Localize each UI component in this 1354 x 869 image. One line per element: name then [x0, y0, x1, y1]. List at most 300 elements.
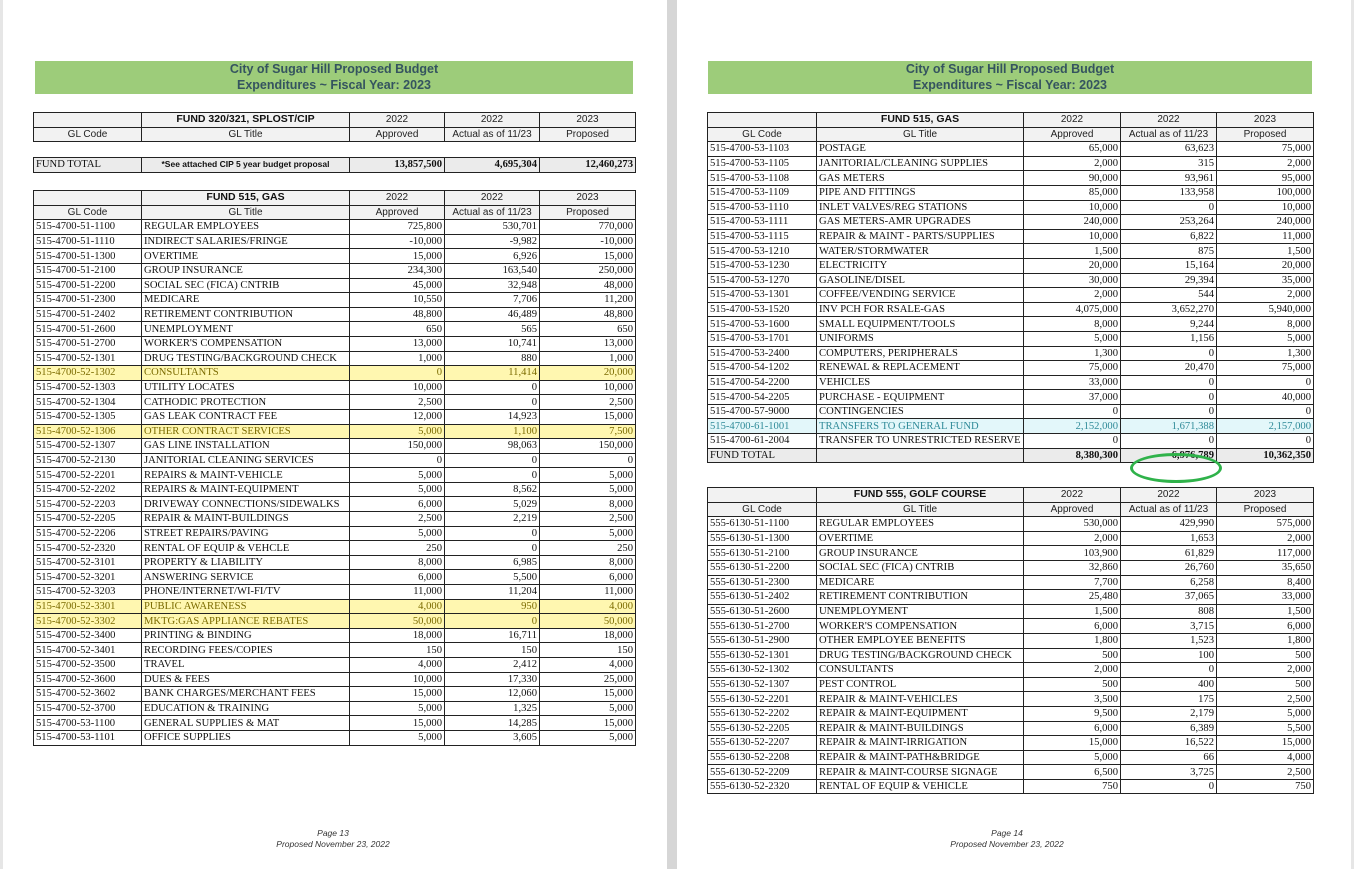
page-footer — [907, 828, 1107, 850]
title-line-2: Expenditures ~ Fiscal Year: 2023 — [237, 78, 431, 92]
actual-cell: 7,706 — [445, 293, 540, 308]
gl-title-cell: DRIVEWAY CONNECTIONS/SIDEWALKS — [142, 497, 350, 512]
table-row — [708, 215, 1314, 230]
gl-title-cell: TRANSFERS TO GENERAL FUND — [817, 419, 1024, 434]
gl-title-header: GL Title — [817, 502, 1024, 517]
approved-cell: 7,700 — [1024, 575, 1121, 590]
proposed-cell: 1,800 — [1217, 633, 1314, 648]
actual-cell: 0 — [445, 453, 540, 468]
table-row — [34, 220, 636, 235]
table-row — [34, 585, 636, 600]
gl-title-cell: PIPE AND FITTINGS — [817, 185, 1024, 200]
table-row — [34, 628, 636, 643]
table-row — [708, 677, 1314, 692]
page-gap — [667, 0, 677, 869]
approved-cell: 0 — [350, 366, 445, 381]
gl-title-cell: MKTG:GAS APPLIANCE REBATES — [142, 614, 350, 629]
gl-title-cell: WORKER'S COMPENSATION — [817, 619, 1024, 634]
table-row — [34, 439, 636, 454]
gl-code-cell: 515-4700-52-3302 — [34, 614, 142, 629]
proposed-cell: 1,500 — [1217, 604, 1314, 619]
gl-code-cell: 555-6130-51-2300 — [708, 575, 817, 590]
approved-cell: 65,000 — [1024, 142, 1121, 157]
actual-cell: 93,961 — [1121, 171, 1217, 186]
gl-title-cell: RENTAL OF EQUIP & VEHICLE — [817, 779, 1024, 794]
gl-code-header: GL Code — [34, 205, 142, 220]
proposed-cell: 0 — [1217, 375, 1314, 390]
actual-cell: 175 — [1121, 692, 1217, 707]
table-row — [708, 546, 1314, 561]
approved-cell: 2,000 — [1024, 663, 1121, 678]
actual-cell: 98,063 — [445, 439, 540, 454]
proposed-cell: 8,000 — [540, 555, 636, 570]
gl-title-cell: GAS METERS — [817, 171, 1024, 186]
actual-cell: 1,671,388 — [1121, 419, 1217, 434]
gl-code-cell: 515-4700-51-2300 — [34, 293, 142, 308]
actual-cell: 0 — [445, 614, 540, 629]
table-row — [708, 692, 1314, 707]
gl-code-cell: 515-4700-53-1110 — [708, 200, 817, 215]
table-row — [34, 307, 636, 322]
table-row — [708, 531, 1314, 546]
proposed-cell: 15,000 — [540, 687, 636, 702]
proposed-cell: 5,000 — [1217, 331, 1314, 346]
actual-cell: 133,958 — [1121, 185, 1217, 200]
proposed-cell: 20,000 — [1217, 258, 1314, 273]
gl-title-cell: JANITORIAL CLEANING SERVICES — [142, 453, 350, 468]
approved-cell: 4,075,000 — [1024, 302, 1121, 317]
actual-cell: 2,219 — [445, 512, 540, 527]
proposed-cell: 18,000 — [540, 628, 636, 643]
approved-cell: 10,000 — [350, 380, 445, 395]
actual-cell: 3,652,270 — [1121, 302, 1217, 317]
approved-cell: 0 — [350, 453, 445, 468]
table-row — [34, 687, 636, 702]
fund-total-label: FUND TOTAL — [34, 158, 142, 173]
gl-title-cell: SOCIAL SEC (FICA) CNTRIB — [142, 278, 350, 293]
gl-code-cell: 555-6130-51-2900 — [708, 633, 817, 648]
table-row — [34, 424, 636, 439]
gl-title-cell: UTILITY LOCATES — [142, 380, 350, 395]
actual-cell: 6,985 — [445, 555, 540, 570]
gl-title-cell: ANSWERING SERVICE — [142, 570, 350, 585]
gl-title-cell: PUBLIC AWARENESS — [142, 599, 350, 614]
gl-title-cell: DRUG TESTING/BACKGROUND CHECK — [817, 648, 1024, 663]
gl-code-cell: 515-4700-57-9000 — [708, 404, 817, 419]
proposed-cell: 40,000 — [1217, 390, 1314, 405]
actual-cell: 315 — [1121, 156, 1217, 171]
approved-cell: 37,000 — [1024, 390, 1121, 405]
actual-cell: 1,653 — [1121, 531, 1217, 546]
table-row — [708, 663, 1314, 678]
approved-cell: 11,000 — [350, 585, 445, 600]
table-row — [34, 293, 636, 308]
proposed-cell: 25,000 — [540, 672, 636, 687]
approved-cell: 2,000 — [1024, 156, 1121, 171]
actual-cell: 29,394 — [1121, 273, 1217, 288]
gl-code-cell: 555-6130-51-2600 — [708, 604, 817, 619]
fund-total-note: *See attached CIP 5 year budget proposal — [142, 158, 350, 173]
gl-title-cell: GROUP INSURANCE — [817, 546, 1024, 561]
actual-cell: 0 — [1121, 404, 1217, 419]
approved-cell: 10,550 — [350, 293, 445, 308]
proposed-cell: 95,000 — [1217, 171, 1314, 186]
approved-cell: 6,000 — [350, 497, 445, 512]
actual-cell: 5,500 — [445, 570, 540, 585]
total-actual-circle-annotation — [1130, 453, 1222, 483]
approved-cell: 2,000 — [1024, 288, 1121, 303]
approved-cell: 1,500 — [1024, 244, 1121, 259]
gl-code-cell: 555-6130-52-1302 — [708, 663, 817, 678]
proposed-cell: 15,000 — [540, 716, 636, 731]
fund-total-actual: 4,695,304 — [445, 158, 540, 173]
gl-title-cell: RETIREMENT CONTRIBUTION — [817, 590, 1024, 605]
gl-title-cell: EDUCATION & TRAINING — [142, 701, 350, 716]
approved-cell: 5,000 — [1024, 750, 1121, 765]
gl-title-cell: OVERTIME — [142, 249, 350, 264]
actual-cell: 100 — [1121, 648, 1217, 663]
actual-cell: 2,179 — [1121, 706, 1217, 721]
proposed-cell: 8,000 — [1217, 317, 1314, 332]
actual-cell: 400 — [1121, 677, 1217, 692]
table-row — [34, 409, 636, 424]
actual-cell: 6,926 — [445, 249, 540, 264]
gl-title-cell: REPAIR & MAINT-IRRIGATION — [817, 736, 1024, 751]
table-row — [708, 434, 1314, 449]
gl-title-cell: INLET VALVES/REG STATIONS — [817, 200, 1024, 215]
gl-code-cell: 515-4700-52-3201 — [34, 570, 142, 585]
actual-cell: 880 — [445, 351, 540, 366]
gl-code-cell: 515-4700-52-3400 — [34, 628, 142, 643]
proposed-cell: 150 — [540, 643, 636, 658]
approved-cell: 5,000 — [350, 468, 445, 483]
gl-title-header: GL Title — [142, 205, 350, 220]
approved-cell: 5,000 — [350, 526, 445, 541]
gl-code-cell: 515-4700-53-1115 — [708, 229, 817, 244]
proposed-cell: 6,000 — [1217, 619, 1314, 634]
gl-code-cell: 555-6130-52-2207 — [708, 736, 817, 751]
gl-code-cell: 515-4700-61-2004 — [708, 434, 817, 449]
approved-cell: 18,000 — [350, 628, 445, 643]
table-row — [34, 380, 636, 395]
table-row — [34, 366, 636, 381]
table-row — [708, 185, 1314, 200]
gl-title-cell: WORKER'S COMPENSATION — [142, 336, 350, 351]
actual-cell: 0 — [445, 541, 540, 556]
proposed-cell: 15,000 — [1217, 736, 1314, 751]
actual-cell: 10,741 — [445, 336, 540, 351]
fund-515-table-page-14: FUND 515, GAS 2022 2022 2023 GL Code GL Title Approved Actual as of 11/23 Proposed 515-4700-53-1103 POSTAGE 65,000 63,623 75,000 515-4700-53-1105 JANITORIAL/CLEANING SUPPLIES 2,000 315 2,000 515-4700-53-1108 GAS METERS 90,000 93,961 95,000 515-4700-53-1109 PIPE AND FITTINGS 85,000 133,958 100,000 515-4700-53-1110 INLET VALVES/REG STATIONS 10,000 0 10,000 515-4700-53-1111 GAS METERS-AMR UPGRADES 240,000 253,264 240,000 515-4700-53-1115 REPAIR & MAINT - PARTS/SUPPLIES 10,000 6,822 11,000 515-4700-53-1210 WATER/STORMWATER 1,500 875 1,500 515-4700-53-1230 ELECTRICITY 20,000 15,164 20,000 515-4700-53-1270 GASOLINE/DISEL 30,000 29,394 35,000 515-4700-53-1301 COFFEE/VENDING SERVICE 2,000 544 2,000 515-4700-53-1520 INV PCH FOR RSALE-GAS 4,075,000 3,652,270 5,940,000 515-4700-53-1600 SMALL EQUIPMENT/TOOLS 8,000 9,244 8,000 515-4700-53-1701 UNIFORMS 5,000 1,156 5,000 515-4700-53-2400 COMPUTERS, PERIPHERALS 1,300 0 1,300 515-4700-54-1202 RENEWAL & REPLACEMENT 75,000 20,470 75,000 515-4700-54-2200 VEHICLES 33,000 0 0 515-4700-54-2205 PURCHASE - EQUIPMENT 37,000 0 40,000 515-4700-57-9000 CONTINGENCIES 0 0 0 515-4700-61-1001 TRANSFERS TO GENERAL FUND 2,152,000 1,671,388 2,157,000 515-4700-61-2004 TRANSFER TO UNRESTRICTED RESERVE 0 0 0 FUND TOTAL 8,380,300 6,976,789 10,362,350 — [707, 112, 1314, 463]
table-row — [708, 736, 1314, 751]
proposed-cell: 5,000 — [540, 468, 636, 483]
approved-cell: 4,000 — [350, 658, 445, 673]
approved-cell: 45,000 — [350, 278, 445, 293]
actual-cell: 11,204 — [445, 585, 540, 600]
table-row — [708, 288, 1314, 303]
gl-title-header: GL Title — [817, 127, 1024, 142]
table-row — [708, 575, 1314, 590]
gl-code-cell: 515-4700-53-1600 — [708, 317, 817, 332]
gl-code-cell: 515-4700-53-1520 — [708, 302, 817, 317]
gl-title-cell: PHONE/INTERNET/WI-FI/TV — [142, 585, 350, 600]
actual-cell: -9,982 — [445, 234, 540, 249]
table-row — [708, 156, 1314, 171]
gl-code-cell: 555-6130-51-2700 — [708, 619, 817, 634]
gl-title-cell: REPAIR & MAINT - PARTS/SUPPLIES — [817, 229, 1024, 244]
table-row — [34, 263, 636, 278]
proposed-date: Proposed November 23, 2022 — [276, 839, 390, 849]
gl-code-cell: 555-6130-52-2320 — [708, 779, 817, 794]
table-row — [708, 229, 1314, 244]
table-row — [34, 497, 636, 512]
gl-code-cell: 515-4700-53-1105 — [708, 156, 817, 171]
actual-cell: 0 — [1121, 346, 1217, 361]
approved-cell: 103,900 — [1024, 546, 1121, 561]
gl-code-cell: 515-4700-53-1701 — [708, 331, 817, 346]
proposed-cell: 2,157,000 — [1217, 419, 1314, 434]
table-row — [34, 716, 636, 731]
gl-title-cell: POSTAGE — [817, 142, 1024, 157]
gl-code-cell: 515-4700-52-1305 — [34, 409, 142, 424]
gl-title-cell: REGULAR EMPLOYEES — [142, 220, 350, 235]
approved-cell: 2,500 — [350, 512, 445, 527]
gl-code-cell: 555-6130-52-2205 — [708, 721, 817, 736]
proposed-cell: 13,000 — [540, 336, 636, 351]
approved-cell: 650 — [350, 322, 445, 337]
table-row — [34, 336, 636, 351]
proposed-cell: 5,000 — [540, 526, 636, 541]
approved-cell: 8,000 — [350, 555, 445, 570]
gl-title-cell: INV PCH FOR RSALE-GAS — [817, 302, 1024, 317]
gl-code-cell: 555-6130-51-1300 — [708, 531, 817, 546]
gl-title-cell: PRINTING & BINDING — [142, 628, 350, 643]
table-row — [34, 234, 636, 249]
gl-title-cell: OTHER EMPLOYEE BENEFITS — [817, 633, 1024, 648]
approved-cell: 48,800 — [350, 307, 445, 322]
gl-title-cell: COFFEE/VENDING SERVICE — [817, 288, 1024, 303]
approved-cell: 25,480 — [1024, 590, 1121, 605]
gl-code-cell: 515-4700-54-2200 — [708, 375, 817, 390]
table-row — [34, 322, 636, 337]
fund-total-approved: 8,380,300 — [1024, 448, 1121, 463]
gl-code-cell: 515-4700-51-2200 — [34, 278, 142, 293]
table-row — [34, 658, 636, 673]
actual-cell: 61,829 — [1121, 546, 1217, 561]
actual-cell: 14,923 — [445, 409, 540, 424]
actual-cell: 63,623 — [1121, 142, 1217, 157]
approved-cell: 234,300 — [350, 263, 445, 278]
proposed-cell: 48,800 — [540, 307, 636, 322]
proposed-cell: 4,000 — [1217, 750, 1314, 765]
actual-cell: 1,523 — [1121, 633, 1217, 648]
gl-code-cell: 515-4700-52-3600 — [34, 672, 142, 687]
proposed-cell: 8,400 — [1217, 575, 1314, 590]
gl-code-cell: 515-4700-52-1302 — [34, 366, 142, 381]
page-number: Page 14 — [991, 828, 1023, 838]
gl-title-cell: REPAIR & MAINT-COURSE SIGNAGE — [817, 765, 1024, 780]
proposed-cell: 33,000 — [1217, 590, 1314, 605]
approved-cell: 530,000 — [1024, 517, 1121, 532]
table-row — [708, 171, 1314, 186]
approved-cell: 725,800 — [350, 220, 445, 235]
table-row — [34, 701, 636, 716]
proposed-cell: 2,000 — [1217, 156, 1314, 171]
gl-title-cell: UNEMPLOYMENT — [817, 604, 1024, 619]
table-row — [708, 779, 1314, 794]
actual-cell: 565 — [445, 322, 540, 337]
gl-title-cell: STREET REPAIRS/PAVING — [142, 526, 350, 541]
proposed-cell: 575,000 — [1217, 517, 1314, 532]
actual-cell: 6,822 — [1121, 229, 1217, 244]
table-row — [34, 614, 636, 629]
title-line-1: City of Sugar Hill Proposed Budget — [905, 62, 1115, 76]
proposed-cell: 2,500 — [1217, 765, 1314, 780]
proposed-cell: 100,000 — [1217, 185, 1314, 200]
approved-cell: 15,000 — [350, 249, 445, 264]
proposed-cell: 5,000 — [540, 701, 636, 716]
approved-cell: 15,000 — [350, 716, 445, 731]
table-row — [708, 404, 1314, 419]
proposed-cell: 500 — [1217, 677, 1314, 692]
fund-555-table: FUND 555, GOLF COURSE 2022 2022 2023 GL Code GL Title Approved Actual as of 11/23 Proposed 555-6130-51-1100 REGULAR EMPLOYEES 530,000 429,990 575,000 555-6130-51-1300 OVERTIME 2,000 1,653 2,000 555-6130-51-2100 GROUP INSURANCE 103,900 61,829 117,000 555-6130-51-2200 SOCIAL SEC (FICA) CNTRIB 32,860 26,760 35,650 555-6130-51-2300 MEDICARE 7,700 6,258 8,400 555-6130-51-2402 RETIREMENT CONTRIBUTION 25,480 37,065 33,000 555-6130-51-2600 UNEMPLOYMENT 1,500 808 1,500 555-6130-51-2700 WORKER'S COMPENSATION 6,000 3,715 6,000 555-6130-51-2900 OTHER EMPLOYEE BENEFITS 1,800 1,523 1,800 555-6130-52-1301 DRUG TESTING/BACKGROUND CHECK 500 100 500 555-6130-52-1302 CONSULTANTS 2,000 0 2,000 555-6130-52-1307 PEST CONTROL 500 400 500 555-6130-52-2201 REPAIR & MAINT-VEHICLES 3,500 175 2,500 555-6130-52-2202 REPAIR & MAINT-EQUIPMENT 9,500 2,179 5,000 555-6130-52-2205 REPAIR & MAINT-BUILDINGS 6,000 6,389 5,500 555-6130-52-2207 REPAIR & MAINT-IRRIGATION 15,000 16,522 15,000 555-6130-52-2208 REPAIR & MAINT-PATH&BRIDGE 5,000 66 4,000 555-6130-52-2209 REPAIR & MAINT-COURSE SIGNAGE 6,500 3,725 2,500 555-6130-52-2320 RENTAL OF EQUIP & VEHICLE 750 0 750 — [707, 487, 1314, 794]
approved-cell: 9,500 — [1024, 706, 1121, 721]
actual-cell: 20,470 — [1121, 361, 1217, 376]
gl-title-cell: ELECTRICITY — [817, 258, 1024, 273]
actual-cell: 5,029 — [445, 497, 540, 512]
proposed-cell: 15,000 — [540, 409, 636, 424]
table-row — [34, 453, 636, 468]
fund-320-total — [33, 157, 636, 173]
gl-title-cell: REPAIR & MAINT-VEHICLES — [817, 692, 1024, 707]
gl-title-cell: GAS METERS-AMR UPGRADES — [817, 215, 1024, 230]
gl-code-cell: 515-4700-52-2201 — [34, 468, 142, 483]
actual-cell: 0 — [1121, 375, 1217, 390]
fund-515-table-page-13: FUND 515, GAS 2022 2022 2023 GL Code GL Title Approved Actual as of 11/23 Proposed 515-4700-51-1100 REGULAR EMPLOYEES 725,800 530,701 770,000 515-4700-51-1110 INDIRECT SALARIES/FRINGE -10,000 -9,982 -10,000 515-4700-51-1300 OVERTIME 15,000 6,926 15,000 515-4700-51-2100 GROUP INSURANCE 234,300 163,540 250,000 515-4700-51-2200 SOCIAL SEC (FICA) CNTRIB 45,000 32,948 48,000 515-4700-51-2300 MEDICARE 10,550 7,706 11,200 515-4700-51-2402 RETIREMENT CONTRIBUTION 48,800 46,489 48,800 515-4700-51-2600 UNEMPLOYMENT 650 565 650 515-4700-51-2700 WORKER'S COMPENSATION 13,000 10,741 13,000 515-4700-52-1301 DRUG TESTING/BACKGROUND CHECK 1,000 880 1,000 515-4700-52-1302 CONSULTANTS 0 11,414 20,000 515-4700-52-1303 UTILITY LOCATES 10,000 0 10,000 515-4700-52-1304 CATHODIC PROTECTION 2,500 0 2,500 515-4700-52-1305 GAS LEAK CONTRACT FEE 12,000 14,923 15,000 515-4700-52-1306 OTHER CONTRACT SERVICES 5,000 1,100 7,500 515-4700-52-1307 GAS LINE INSTALLATION 150,000 98,063 150,000 515-4700-52-2130 JANITORIAL CLEANING SERVICES 0 0 0 515-4700-52-2201 REPAIRS & MAINT-VEHICLE 5,000 0 5,000 515-4700-52-2202 REPAIRS & MAINT-EQUIPMENT 5,000 8,562 5,000 515-4700-52-2203 DRIVEWAY CONNECTIONS/SIDEWALKS 6,000 5,029 8,000 515-4700-52-2205 REPAIR & MAINT-BUILDINGS 2,500 2,219 2,500 515-4700-52-2206 STREET REPAIRS/PAVING 5,000 0 5,000 515-4700-52-2320 RENTAL OF EQUIP & VEHCLE 250 0 250 515-4700-52-3101 PROPERTY & LIABILITY 8,000 6,985 8,000 515-4700-52-3201 ANSWERING SERVICE 6,000 5,500 6,000 515-4700-52-3203 PHONE/INTERNET/WI-FI/TV 11,000 11,204 11,000 515-4700-52-3301 PUBLIC AWARENESS 4,000 950 4,000 515-4700-52-3302 MKTG:GAS APPLIANCE REBATES 50,000 0 50,000 515-4700-52-3400 PRINTING & BINDING 18,000 16,711 18,000 515-4700-52-3401 RECORDING FEES/COPIES 150 150 150 515-4700-52-3500 TRAVEL 4,000 2,412 4,000 515-4700-52-3600 DUES & FEES 10,000 17,330 25,000 515-4700-52-3602 BANK CHARGES/MERCHANT FEES 15,000 12,060 15,000 515-4700-52-3700 EDUCATION & TRAINING 5,000 1,325 5,000 515-4700-53-1100 GENERAL SUPPLIES & MAT 15,000 14,285 15,000 515-4700-53-1101 OFFICE SUPPLIES 5,000 3,605 5,000 — [33, 190, 636, 746]
gl-code-cell: 555-6130-51-1100 — [708, 517, 817, 532]
actual-cell: 16,522 — [1121, 736, 1217, 751]
approved-cell: 6,000 — [1024, 619, 1121, 634]
approved-cell: 5,000 — [350, 424, 445, 439]
actual-cell: 3,605 — [445, 730, 540, 745]
fund-total-proposed: 12,460,273 — [540, 158, 636, 173]
proposed-cell: 250 — [540, 541, 636, 556]
actual-cell: 0 — [1121, 434, 1217, 449]
actual-cell: 11,414 — [445, 366, 540, 381]
proposed-cell: 0 — [1217, 404, 1314, 419]
table-row — [708, 302, 1314, 317]
approved-cell: 2,152,000 — [1024, 419, 1121, 434]
gl-code-cell: 515-4700-53-1101 — [34, 730, 142, 745]
table-row — [708, 750, 1314, 765]
gl-code-cell: 515-4700-51-1110 — [34, 234, 142, 249]
gl-code-cell: 515-4700-52-2206 — [34, 526, 142, 541]
table-row — [34, 643, 636, 658]
gl-title-cell: REPAIR & MAINT-BUILDINGS — [142, 512, 350, 527]
proposed-cell: 2,000 — [1217, 531, 1314, 546]
actual-cell: 875 — [1121, 244, 1217, 259]
table-row — [34, 555, 636, 570]
proposed-cell: 6,000 — [540, 570, 636, 585]
gl-title-cell: CONSULTANTS — [817, 663, 1024, 678]
proposed-cell: 35,650 — [1217, 560, 1314, 575]
table-row — [34, 672, 636, 687]
gl-code-cell: 515-4700-52-3602 — [34, 687, 142, 702]
actual-cell: 0 — [445, 380, 540, 395]
gl-code-cell: 515-4700-52-1301 — [34, 351, 142, 366]
table-row — [34, 512, 636, 527]
actual-cell: 6,389 — [1121, 721, 1217, 736]
gl-code-cell: 515-4700-52-3700 — [34, 701, 142, 716]
proposed-cell: 500 — [1217, 648, 1314, 663]
gl-code-cell: 515-4700-52-3500 — [34, 658, 142, 673]
actual-cell: 1,100 — [445, 424, 540, 439]
gl-code-cell: 515-4700-52-2320 — [34, 541, 142, 556]
actual-cell: 0 — [1121, 390, 1217, 405]
fund-total-label: FUND TOTAL — [708, 448, 817, 463]
table-row — [708, 604, 1314, 619]
gl-code-cell: 515-4700-52-1307 — [34, 439, 142, 454]
proposed-cell: 5,940,000 — [1217, 302, 1314, 317]
approved-cell: 3,500 — [1024, 692, 1121, 707]
proposed-cell: 2,500 — [1217, 692, 1314, 707]
fund-header: FUND 555, GOLF COURSE — [817, 488, 1024, 503]
proposed-cell: 750 — [1217, 779, 1314, 794]
gl-title-cell: RENEWAL & REPLACEMENT — [817, 361, 1024, 376]
approved-cell: 10,000 — [350, 672, 445, 687]
table-row — [34, 570, 636, 585]
proposed-cell: 150,000 — [540, 439, 636, 454]
gl-title-cell: JANITORIAL/CLEANING SUPPLIES — [817, 156, 1024, 171]
proposed-cell: 10,000 — [1217, 200, 1314, 215]
page-title-banner — [708, 61, 1312, 94]
table-row — [708, 273, 1314, 288]
gl-code-cell: 515-4700-61-1001 — [708, 419, 817, 434]
page-title-banner — [35, 61, 633, 94]
proposed-cell: 250,000 — [540, 263, 636, 278]
actual-cell: 17,330 — [445, 672, 540, 687]
gl-code-cell: 515-4700-53-1270 — [708, 273, 817, 288]
page-14 — [677, 0, 1351, 869]
gl-code-cell: 515-4700-53-1103 — [708, 142, 817, 157]
gl-code-cell: 555-6130-51-2100 — [708, 546, 817, 561]
gl-code-cell: 555-6130-51-2200 — [708, 560, 817, 575]
gl-title-cell: VEHICLES — [817, 375, 1024, 390]
title-line-2: Expenditures ~ Fiscal Year: 2023 — [913, 78, 1107, 92]
approved-cell: 10,000 — [1024, 200, 1121, 215]
gl-code-header: GL Code — [708, 127, 817, 142]
table-row — [34, 278, 636, 293]
actual-cell: 530,701 — [445, 220, 540, 235]
gl-code-cell: 555-6130-52-1301 — [708, 648, 817, 663]
gl-code-cell: 515-4700-51-2600 — [34, 322, 142, 337]
approved-cell: 32,860 — [1024, 560, 1121, 575]
gl-title-header: GL Title — [142, 127, 350, 142]
table-row — [708, 633, 1314, 648]
proposed-cell: 770,000 — [540, 220, 636, 235]
table-row — [708, 560, 1314, 575]
gl-code-cell: 515-4700-53-1108 — [708, 171, 817, 186]
fund-header: FUND 515, GAS — [142, 191, 350, 206]
approved-cell: 0 — [1024, 404, 1121, 419]
proposed-cell: 4,000 — [540, 599, 636, 614]
fund-header: FUND 515, GAS — [817, 113, 1024, 128]
actual-cell: 3,715 — [1121, 619, 1217, 634]
gl-title-cell: SOCIAL SEC (FICA) CNTRIB — [817, 560, 1024, 575]
approved-cell: 1,000 — [350, 351, 445, 366]
gl-title-cell: PURCHASE - EQUIPMENT — [817, 390, 1024, 405]
actual-cell: 0 — [445, 526, 540, 541]
gl-code-cell: 515-4700-51-2100 — [34, 263, 142, 278]
